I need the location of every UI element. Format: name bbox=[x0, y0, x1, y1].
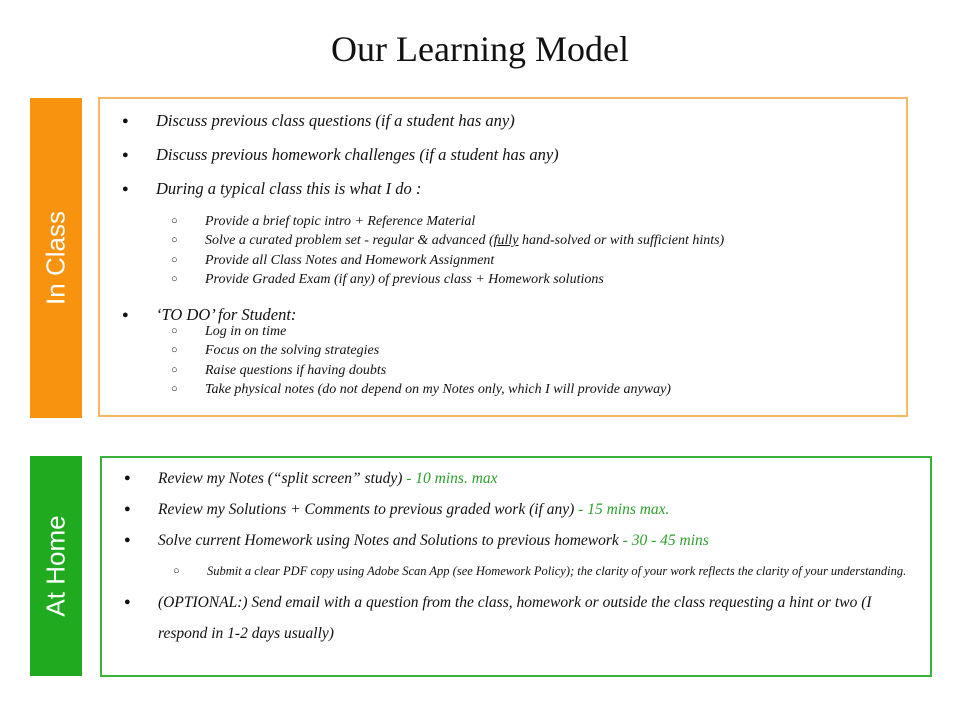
sub-list-item: ○ Raise questions if having doubts bbox=[100, 361, 906, 381]
page-title: Our Learning Model bbox=[331, 29, 629, 69]
sub-list-item: ○ Take physical notes (do not depend on my Notes only, which I will provide anyway) bbox=[100, 380, 906, 400]
sub-list-item: ○ Provide a brief topic intro + Reference Material bbox=[100, 212, 906, 231]
time-estimate: - 10 mins. max bbox=[402, 470, 498, 487]
todo-sublist bbox=[100, 322, 906, 400]
in-class-tab-label: In Class bbox=[40, 211, 71, 305]
sub-list-item-text: Solve a curated problem set - regular & advanced ( bbox=[205, 233, 494, 249]
sub-list-item: ○ Log in on time bbox=[100, 322, 906, 342]
at-home-list bbox=[102, 463, 930, 556]
list-item: ● Discuss previous homework challenges (if a student has any) bbox=[100, 138, 906, 172]
list-item-text: Solve current Homework using Notes and Solutions to previous homework bbox=[158, 532, 619, 549]
sub-list-item: ○ Focus on the solving strategies bbox=[100, 341, 906, 361]
list-item bbox=[102, 525, 930, 556]
list-item-text: Review my Notes (“split screen” study) bbox=[158, 470, 403, 487]
sub-list-item: ○ Submit a clear PDF copy using Adobe Scan App (see Homework Policy); the clarity of your work reflects the clarity of your understanding. bbox=[102, 558, 930, 585]
list-item-text: Review my Solutions + Comments to previous graded work (if any) bbox=[158, 501, 575, 518]
list-item: ● During a typical class this is what I do : bbox=[100, 172, 906, 206]
in-class-list bbox=[100, 104, 906, 206]
time-estimate: - 15 mins max. bbox=[574, 501, 670, 518]
todo-heading: ● ‘TO DO’ for Student: bbox=[100, 298, 906, 332]
list-item: ● (OPTIONAL:) Send email with a question from the class, homework or outside the class requesting a hint or two (I respond in 1-2 days usually) bbox=[102, 587, 930, 649]
in-class-box bbox=[98, 97, 908, 417]
sub-list-item-text: hand-solved or with sufficient hints) bbox=[518, 233, 725, 249]
underlined-word: fully bbox=[493, 233, 519, 249]
list-item: ● Discuss previous class questions (if a student has any) bbox=[100, 104, 906, 138]
list-item bbox=[102, 463, 930, 494]
at-home-tab-label: At Home bbox=[40, 515, 71, 617]
sub-list-item: ○ Provide Graded Exam (if any) of previous class + Homework solutions bbox=[100, 270, 906, 289]
class-activity-sublist bbox=[100, 212, 906, 290]
in-class-tab bbox=[30, 98, 82, 418]
time-estimate: - 30 - 45 mins bbox=[618, 532, 709, 549]
list-item bbox=[102, 494, 930, 525]
at-home-box bbox=[100, 456, 932, 677]
at-home-tab bbox=[30, 456, 82, 676]
sub-list-item bbox=[100, 231, 906, 250]
sub-list-item: ○ Provide all Class Notes and Homework Assignment bbox=[100, 251, 906, 270]
homework-sublist bbox=[102, 558, 930, 585]
